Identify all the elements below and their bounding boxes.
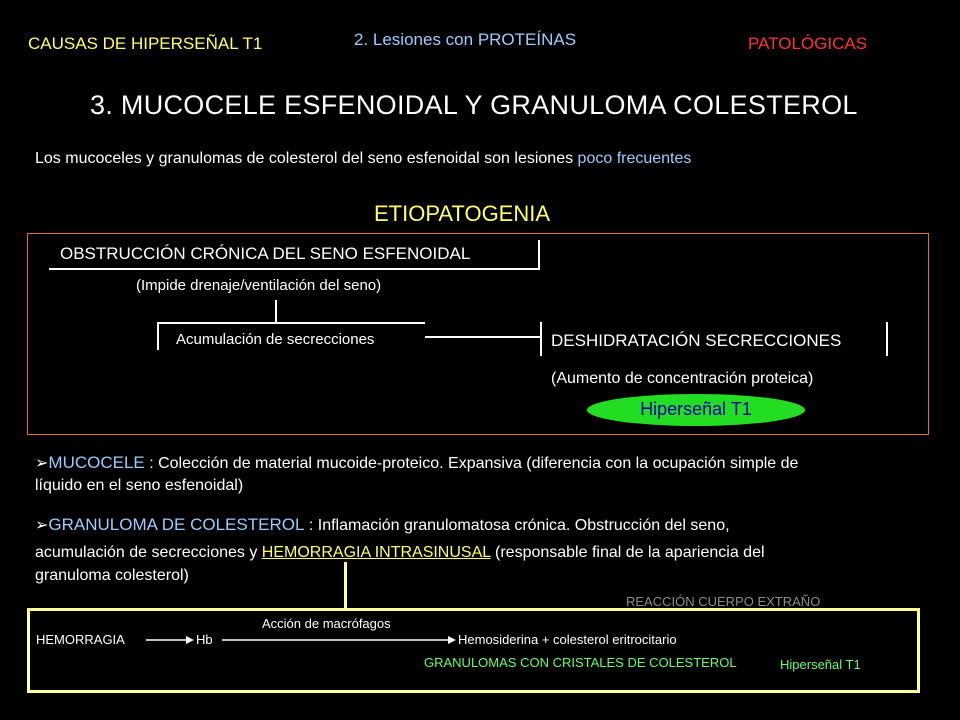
note-concentracion: (Aumento de concentración proteica) bbox=[551, 370, 814, 387]
bullet-granuloma-line1: : Inflamación granulomatosa crónica. Obstrucción del seno, bbox=[304, 517, 730, 534]
bullet-mucocele-line2: líquido en el seno esfenoidal) bbox=[35, 477, 244, 494]
bullet-mucocele-term: MUCOCELE bbox=[48, 453, 145, 472]
arrow-hb-hemosiderina bbox=[222, 634, 456, 646]
bullet-granuloma-line2 bbox=[35, 544, 765, 562]
bullet-mucocele bbox=[35, 451, 798, 476]
box1-right-edge bbox=[538, 240, 540, 270]
hemorragia-intrasinusal: HEMORRAGIA INTRASINUSAL bbox=[261, 544, 491, 561]
box1-underline bbox=[49, 268, 540, 270]
header-right: PATOLÓGICAS bbox=[748, 34, 868, 53]
box2-top bbox=[157, 322, 425, 324]
arrow-hemorragia-hb bbox=[146, 634, 194, 646]
hemorragia-label: HEMORRAGIA bbox=[36, 632, 125, 647]
header-center-highlight: PROTEÍNAS bbox=[477, 30, 577, 49]
intro-highlight: poco frecuentes bbox=[577, 150, 692, 167]
bullet-mucocele-line1: : Colección de material mucoide-proteico. Expansiva (diferencia con la ocupación simple de bbox=[144, 455, 799, 472]
header-left: CAUSAS DE HIPERSEÑAL T1 bbox=[28, 34, 263, 53]
box-deshidratacion-label: DESHIDRATACIÓN SECRECCIONES bbox=[551, 331, 842, 350]
bullet-granuloma bbox=[35, 515, 730, 535]
intro-plain: Los mucoceles y granulomas de colesterol del seno esfenoidal son lesiones bbox=[35, 150, 578, 167]
hipersenal-badge-label: Hiperseñal T1 bbox=[640, 399, 752, 419]
hemosiderina-label: Hemosiderina + colesterol eritrocitario bbox=[458, 632, 677, 647]
connector-vertical bbox=[275, 300, 277, 322]
bottom-frame bbox=[27, 608, 920, 693]
box-obstruccion-label: OBSTRUCCIÓN CRÓNICA DEL SENO ESFENOIDAL bbox=[60, 244, 471, 263]
header-center-prefix: 2. Lesiones con bbox=[354, 30, 478, 49]
granulomas-cristales: GRANULOMAS CON CRISTALES DE COLESTEROL bbox=[424, 655, 737, 670]
box3-right bbox=[886, 322, 888, 356]
intro-text bbox=[35, 150, 691, 168]
connector-yellow bbox=[344, 562, 347, 608]
bullet-granuloma-line2-prefix: acumulación de secrecciones y bbox=[35, 544, 262, 561]
connector-horizontal bbox=[425, 336, 540, 338]
box-acumulacion-label: Acumulación de secrecciones bbox=[176, 331, 375, 348]
hb-label: Hb bbox=[196, 632, 213, 647]
accion-macrofagos: Acción de macrófagos bbox=[262, 616, 391, 631]
bullet-arrow-icon: ➢ bbox=[35, 517, 49, 534]
bullet-granuloma-term: GRANULOMA DE COLESTEROL bbox=[48, 515, 305, 534]
box2-left bbox=[157, 322, 159, 350]
box3-left bbox=[540, 322, 542, 356]
hipersenal-bottom: Hiperseñal T1 bbox=[780, 657, 861, 672]
header-center bbox=[354, 30, 576, 50]
bullet-arrow-icon: ➢ bbox=[35, 455, 49, 472]
hipersenal-badge bbox=[587, 394, 805, 426]
reaccion-cuerpo-extrano: REACCIÓN CUERPO EXTRAÑO bbox=[626, 594, 821, 609]
section-title: ETIOPATOGENIA bbox=[374, 201, 551, 226]
note-drenaje: (Impide drenaje/ventilación del seno) bbox=[136, 277, 382, 294]
page-title: 3. MUCOCELE ESFENOIDAL Y GRANULOMA COLESTEROL bbox=[90, 90, 858, 120]
bullet-granuloma-line2-suffix: (responsable final de la apariencia del bbox=[490, 544, 765, 561]
bullet-granuloma-line3: granuloma colesterol) bbox=[35, 567, 189, 584]
